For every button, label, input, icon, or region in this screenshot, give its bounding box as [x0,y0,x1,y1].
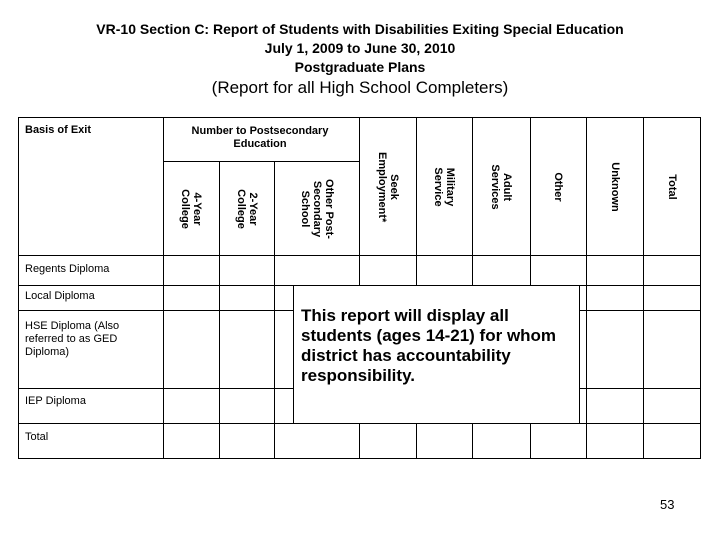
report-title: VR-10 Section C: Report of Students with Disabilities Exiting Special Education [96,21,624,37]
column-header-4-year-college: 4-Year College [179,188,203,229]
report-date-range: July 1, 2009 to June 30, 2010 [264,40,456,56]
page-number: 53 [660,497,675,512]
column-header-military-service: Military Service [432,166,456,207]
column-header-adult-services: Adult Services [489,163,513,210]
basis-of-exit-header: Basis of Exit [25,124,92,136]
column-header-2-year-college: 2-Year College [234,188,259,229]
row-label-local-diploma: Local Diploma [25,290,95,302]
row-label-total: Total [25,431,49,443]
report-subtitle: (Report for all High School Completers) [211,78,509,97]
column-header-total: Total [665,173,678,200]
postsecondary-header: Number to Postsecondary Education [191,125,329,150]
report-section: Postgraduate Plans [294,59,426,75]
row-label-iep-diploma: IEP Diploma [25,395,86,407]
column-header-other-postsecondary: Other Post-Secondary School [298,178,335,239]
column-header-other: Other [552,171,564,202]
note-text: This report will display all students (ages 14-21) for whom district has accountability responsibility. [301,306,557,385]
note-box [293,286,579,423]
row-label-hse-diploma: HSE Diploma (Also referred to as GED Diploma) [25,320,120,358]
column-header-seek-employment: Seek Employment* [375,151,400,222]
row-label-regents-diploma: Regents Diploma [25,263,110,275]
column-header-unknown: Unknown [608,161,621,212]
